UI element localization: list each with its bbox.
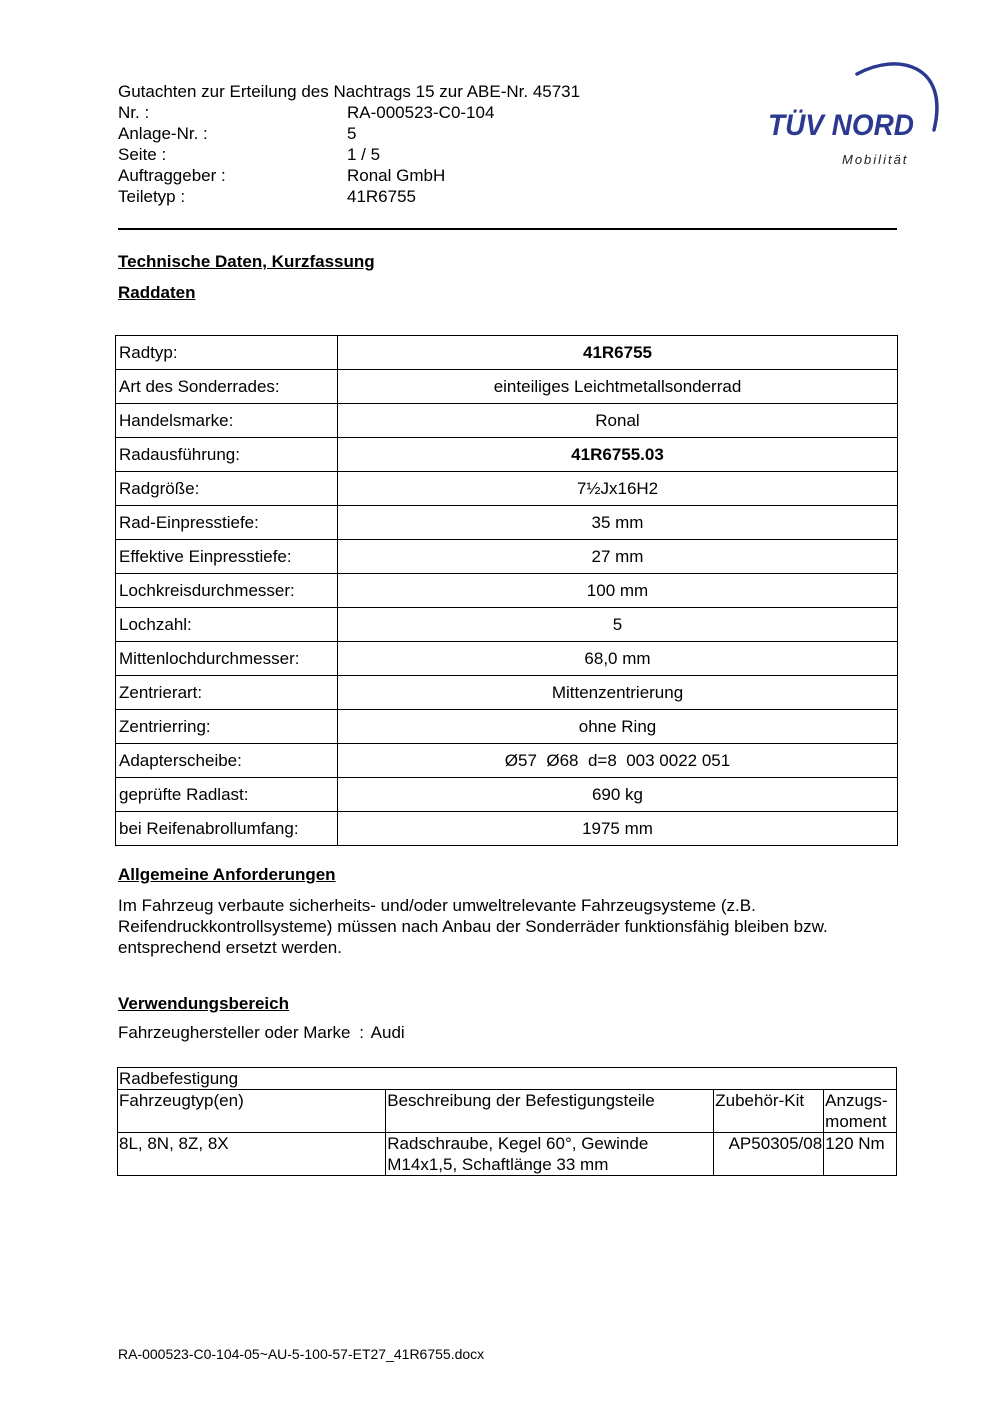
- table-row: [116, 778, 898, 812]
- logo-brand: TÜV NORD: [768, 109, 914, 142]
- row-value: 690 kg: [338, 778, 898, 812]
- row-value: ohne Ring: [338, 710, 898, 744]
- header-row-anlage: [118, 123, 678, 144]
- header-value: Ronal GmbH: [347, 166, 446, 185]
- row-value: Mittenzentrierung: [338, 676, 898, 710]
- section-heading-verwendung: Verwendungsbereich: [118, 994, 289, 1013]
- row-label: Zentrierring:: [116, 710, 338, 744]
- header-label: Seite :: [118, 145, 167, 164]
- header-value: 5: [347, 124, 357, 143]
- header-row-nr: [118, 102, 678, 123]
- allgemein-paragraph: Im Fahrzeug verbaute sicherheits- und/oder umweltrelevante Fahrzeugsysteme (z.B. Reifendruckkontrollsysteme) müssen nach Anbau der Sonderräder funktionsfähig bleiben bzw. entsprechend ersetzt werden.: [118, 896, 828, 957]
- row-label: Radgröße:: [116, 472, 338, 506]
- header-row-seite: [118, 144, 678, 165]
- row-value: einteiliges Leichtmetallsonderrad: [338, 370, 898, 404]
- row-value: 7½Jx16H2: [338, 472, 898, 506]
- row-value: 5: [338, 608, 898, 642]
- manufacturer-value: Audi: [370, 1023, 405, 1042]
- header-value: RA-000523-C0-104: [347, 103, 495, 122]
- table-title: Radbefestigung: [118, 1068, 897, 1090]
- table-row: [116, 608, 898, 642]
- table-row: [116, 438, 898, 472]
- table-row: [116, 336, 898, 370]
- table-row: [116, 472, 898, 506]
- table-row: [116, 710, 898, 744]
- header-label: Teiletyp :: [118, 187, 186, 206]
- header-label: Auftraggeber :: [118, 166, 226, 185]
- column-header: Zubehör-Kit: [714, 1090, 824, 1133]
- row-value: 41R6755.03: [338, 438, 898, 472]
- header-divider: [118, 228, 897, 230]
- row-value: 1975 mm: [338, 812, 898, 846]
- row-label: Radtyp:: [116, 336, 338, 370]
- header-value: 1 / 5: [347, 145, 381, 164]
- table-header-row: [118, 1090, 897, 1133]
- section-heading-tech: Technische Daten, Kurzfassung: [118, 252, 375, 271]
- table-row: [116, 506, 898, 540]
- table-row: [116, 812, 898, 846]
- header-row-teiletyp: [118, 186, 678, 207]
- row-value: 41R6755: [338, 336, 898, 370]
- row-label: Adapterscheibe:: [116, 744, 338, 778]
- manufacturer-line: [118, 1023, 405, 1043]
- row-value: Ronal: [338, 404, 898, 438]
- row-label: Rad-Einpresstiefe:: [116, 506, 338, 540]
- logo-tagline: Mobilität: [842, 152, 909, 167]
- table-cell: AP50305/08: [714, 1133, 824, 1176]
- table-row: [116, 540, 898, 574]
- row-label: Handelsmarke:: [116, 404, 338, 438]
- section-heading-allgemein: Allgemeine Anforderungen: [118, 865, 336, 884]
- table-cell: 120 Nm: [824, 1133, 897, 1176]
- row-value: Ø57 Ø68 d=8 003 0022 051: [338, 744, 898, 778]
- raddaten-table: [115, 335, 898, 846]
- footer-filename: RA-000523-C0-104-05~AU-5-100-57-ET27_41R6755.docx: [118, 1346, 485, 1362]
- header-value: 41R6755: [347, 187, 417, 206]
- table-row: [116, 404, 898, 438]
- manufacturer-separator: :: [359, 1023, 364, 1042]
- table-title-row: [118, 1068, 897, 1090]
- row-value: 27 mm: [338, 540, 898, 574]
- row-label: Zentrierart:: [116, 676, 338, 710]
- row-label: Effektive Einpresstiefe:: [116, 540, 338, 574]
- table-row: [116, 574, 898, 608]
- table-row: [116, 370, 898, 404]
- table-row: [116, 744, 898, 778]
- header-row-auftraggeber: [118, 165, 678, 186]
- table-row: [116, 676, 898, 710]
- document-header: [118, 81, 678, 207]
- radbefestigung-table: [117, 1067, 897, 1176]
- header-label: Nr. :: [118, 103, 150, 122]
- row-value: 68,0 mm: [338, 642, 898, 676]
- table-row: [118, 1133, 897, 1176]
- row-label: geprüfte Radlast:: [116, 778, 338, 812]
- column-header: Beschreibung der Befestigungsteile: [386, 1090, 714, 1133]
- header-label: Anlage-Nr. :: [118, 124, 208, 143]
- row-label: Lochkreisdurchmesser:: [116, 574, 338, 608]
- row-label: bei Reifenabrollumfang:: [116, 812, 338, 846]
- table-cell: Radschraube, Kegel 60°, Gewinde M14x1,5, Schaftlänge 33 mm: [386, 1133, 714, 1176]
- table-cell: 8L, 8N, 8Z, 8X: [118, 1133, 386, 1176]
- row-value: 100 mm: [338, 574, 898, 608]
- table-row: [116, 642, 898, 676]
- row-label: Radausführung:: [116, 438, 338, 472]
- manufacturer-label: Fahrzeughersteller oder Marke: [118, 1023, 351, 1042]
- column-header: Fahrzeugtyp(en): [118, 1090, 386, 1133]
- row-value: 35 mm: [338, 506, 898, 540]
- row-label: Mittenlochdurchmesser:: [116, 642, 338, 676]
- section-heading-raddaten: Raddaten: [118, 283, 196, 302]
- row-label: Art des Sonderrades:: [116, 370, 338, 404]
- row-label: Lochzahl:: [116, 608, 338, 642]
- document-title: Gutachten zur Erteilung des Nachtrags 15 zur ABE-Nr. 45731: [118, 82, 581, 101]
- tuv-nord-logo: [762, 56, 942, 176]
- column-header: Anzugs-moment: [824, 1090, 897, 1133]
